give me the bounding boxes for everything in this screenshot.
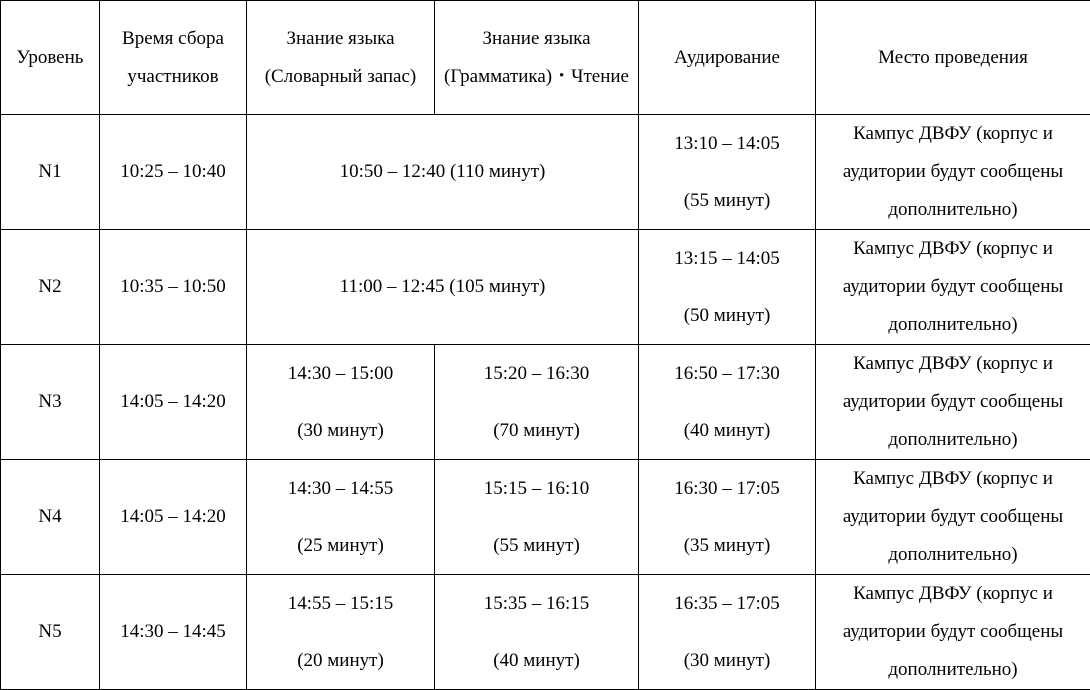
table-row xyxy=(1,460,1090,575)
gathering-cell: 10:25 – 10:40 xyxy=(100,115,247,230)
vocabulary-duration: (20 минут) xyxy=(251,632,430,689)
header-listening: Аудирование xyxy=(639,1,816,115)
grammar-duration: (55 минут) xyxy=(439,517,634,574)
listening-cell xyxy=(639,345,816,460)
grammar-cell xyxy=(435,460,639,575)
header-location: Место проведения xyxy=(816,1,1090,115)
gathering-cell: 14:05 – 14:20 xyxy=(100,460,247,575)
vocabulary-time: 14:30 – 15:00 xyxy=(251,345,430,402)
location-cell: Кампус ДВФУ (корпус и аудитории будут сообщены дополнительно) xyxy=(816,460,1090,575)
vocabulary-cell xyxy=(247,345,435,460)
grammar-cell xyxy=(435,575,639,690)
header-vocabulary: Знание языка (Словарный запас) xyxy=(247,1,435,115)
vocabulary-cell xyxy=(247,575,435,690)
vocabulary-time: 14:55 – 15:15 xyxy=(251,575,430,632)
header-row xyxy=(1,1,1090,115)
grammar-duration: (70 минут) xyxy=(439,402,634,459)
listening-cell xyxy=(639,460,816,575)
listening-cell xyxy=(639,230,816,345)
combined-section-cell: 11:00 – 12:45 (105 минут) xyxy=(247,230,639,345)
listening-time: 16:50 – 17:30 xyxy=(643,345,811,402)
header-level: Уровень xyxy=(1,1,100,115)
listening-cell xyxy=(639,115,816,230)
listening-duration: (40 минут) xyxy=(643,402,811,459)
location-cell: Кампус ДВФУ (корпус и аудитории будут сообщены дополнительно) xyxy=(816,575,1090,690)
vocabulary-duration: (30 минут) xyxy=(251,402,430,459)
table-row xyxy=(1,115,1090,230)
listening-duration: (55 минут) xyxy=(643,172,811,229)
gathering-cell: 14:05 – 14:20 xyxy=(100,345,247,460)
listening-duration: (50 минут) xyxy=(643,287,811,344)
listening-duration: (30 минут) xyxy=(643,632,811,689)
level-cell: N5 xyxy=(1,575,100,690)
listening-time: 16:30 – 17:05 xyxy=(643,460,811,517)
vocabulary-cell xyxy=(247,460,435,575)
level-cell: N4 xyxy=(1,460,100,575)
listening-time: 13:10 – 14:05 xyxy=(643,115,811,172)
location-cell: Кампус ДВФУ (корпус и аудитории будут сообщены дополнительно) xyxy=(816,230,1090,345)
grammar-time: 15:20 – 16:30 xyxy=(439,345,634,402)
vocabulary-duration: (25 минут) xyxy=(251,517,430,574)
listening-duration: (35 минут) xyxy=(643,517,811,574)
table-row xyxy=(1,575,1090,690)
table-row xyxy=(1,230,1090,345)
location-cell: Кампус ДВФУ (корпус и аудитории будут сообщены дополнительно) xyxy=(816,345,1090,460)
listening-time: 16:35 – 17:05 xyxy=(643,575,811,632)
header-grammar-reading: Знание языка (Грамматика)・Чтение xyxy=(435,1,639,115)
grammar-time: 15:15 – 16:10 xyxy=(439,460,634,517)
header-gathering-time: Время сбора участников xyxy=(100,1,247,115)
grammar-time: 15:35 – 16:15 xyxy=(439,575,634,632)
location-cell: Кампус ДВФУ (корпус и аудитории будут сообщены дополнительно) xyxy=(816,115,1090,230)
level-cell: N1 xyxy=(1,115,100,230)
grammar-duration: (40 минут) xyxy=(439,632,634,689)
grammar-cell xyxy=(435,345,639,460)
listening-time: 13:15 – 14:05 xyxy=(643,230,811,287)
table-row xyxy=(1,345,1090,460)
gathering-cell: 10:35 – 10:50 xyxy=(100,230,247,345)
vocabulary-time: 14:30 – 14:55 xyxy=(251,460,430,517)
gathering-cell: 14:30 – 14:45 xyxy=(100,575,247,690)
listening-cell xyxy=(639,575,816,690)
level-cell: N3 xyxy=(1,345,100,460)
combined-section-cell: 10:50 – 12:40 (110 минут) xyxy=(247,115,639,230)
level-cell: N2 xyxy=(1,230,100,345)
